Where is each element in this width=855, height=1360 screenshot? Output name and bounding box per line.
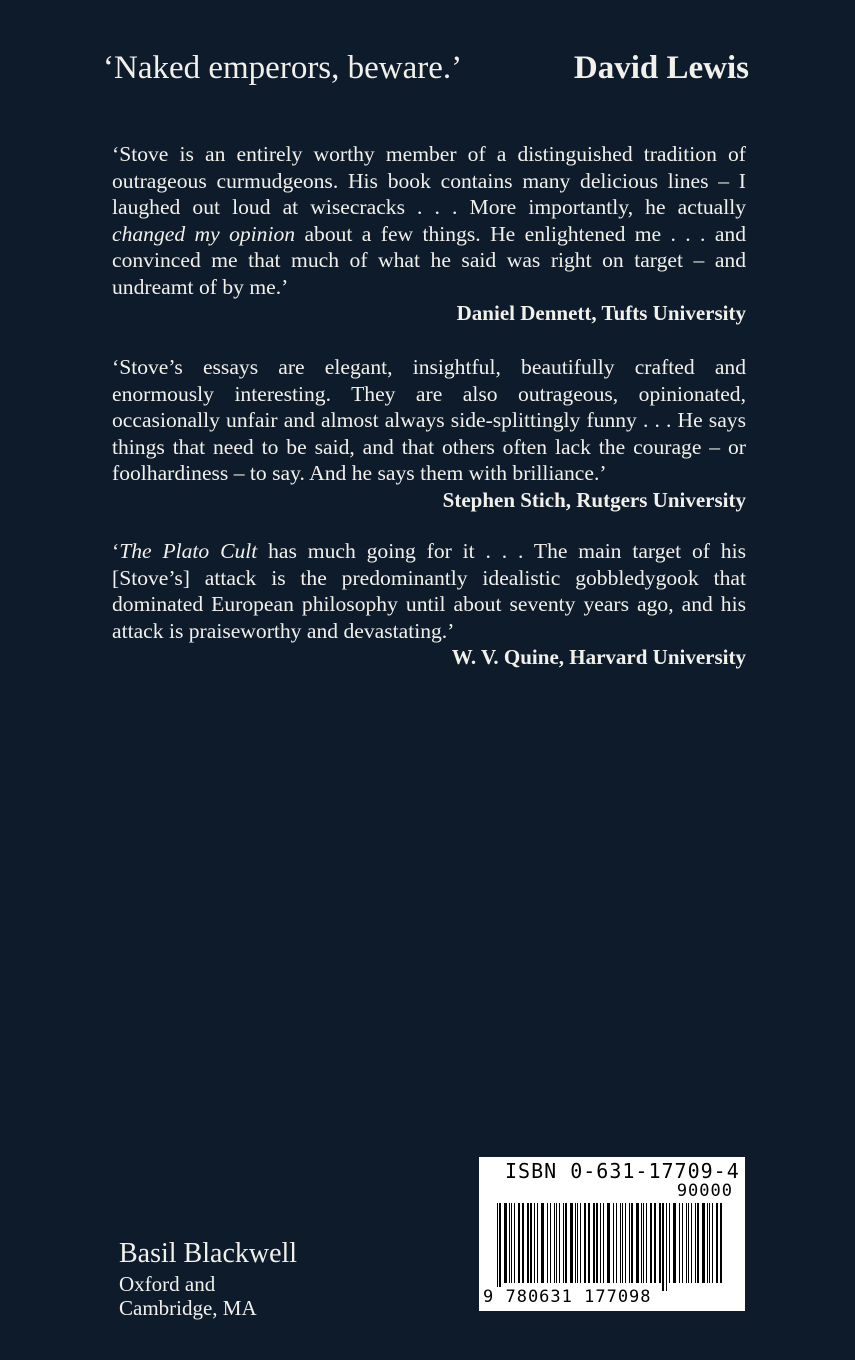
quote-attribution: W. V. Quine, Harvard University [451,645,746,669]
publisher-name: Basil Blackwell [119,1238,298,1269]
quote-dennett [112,141,746,326]
barcode [479,1157,745,1311]
price-addon-text: 90000 [676,1181,733,1201]
quote-attribution: Daniel Dennett, Tufts University [456,301,746,325]
quote-text: ‘The Plato Cult has much going for it . . . The main target of his [Stove’s] attack is the predominantly idealistic gobbledygook that dominated European philosophy until about seventy years ago, and his attack is praiseworthy and devastating.’ [112,539,746,643]
headline-author: David Lewis [573,50,749,86]
quote-stich [112,354,746,513]
isbn-text: ISBN 0-631-17709-4 [505,1159,740,1183]
italic-phrase: changed my opinion [112,221,296,246]
quote-text: ‘Stove is an entirely worthy member of a distinguished tradition of outrageous curmudgeons. His book contains many delicious lines – I laughed out loud at wisecracks . . . More importantly, he actually changed my opinion about a few things. He enlightened me . . . and convinced me that much of what he said was right on target – and undreamt of by me.’ [112,142,746,299]
barcode-bars-icon [493,1203,733,1291]
publisher-location-1: Oxford and [119,1272,216,1296]
quote-text: ‘Stove’s essays are elegant, insightful, beautifully crafted and enormously interesting. They are also outrageous, opinionated, occasionally unfair and almost always side-splittingly funny . . . He says things that need to be said, and that others often lack the courage – or foolhardiness – to say. And he says them with brilliance.’ [112,355,746,485]
ean-number: 9 780631 177098 [483,1287,652,1307]
publisher-block [119,1236,297,1320]
headline-quote: ‘Naked emperors, beware.’ [103,50,463,86]
quote-attribution: Stephen Stich, Rutgers University [442,487,746,512]
publisher-location-2: Cambridge, MA [119,1296,257,1320]
headline [103,48,749,88]
book-title-italic: The Plato Cult [119,539,258,563]
quote-quine [112,538,746,670]
